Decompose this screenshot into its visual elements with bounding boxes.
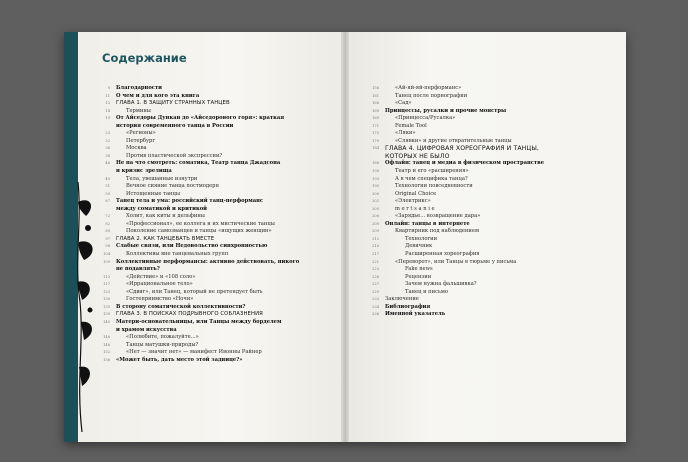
toc-page-number: 46 xyxy=(105,161,110,166)
toc-entry xyxy=(90,123,338,131)
toc-entry xyxy=(90,281,338,289)
toc-page-number: 130 xyxy=(103,297,110,302)
toc-entry-text: Танец тела и ума: российский танц-перформанс xyxy=(116,198,264,205)
toc-entry xyxy=(359,213,607,221)
toc-page-number: 206 xyxy=(372,214,379,219)
toc-entry-text: ГЛАВА 2. КАК ТАНЦЕВАТЬ ВМЕСТЕ xyxy=(116,235,215,242)
toc-entry xyxy=(359,138,607,146)
toc-entry-text: Офлайн: танец и медиа в физическом пространстве xyxy=(385,160,545,167)
toc-entry-text: и кризис зрелища xyxy=(116,168,172,175)
toc-entry-text: Москва xyxy=(126,145,147,152)
toc-entry xyxy=(359,123,607,131)
toc-page-number: 234 xyxy=(372,304,379,309)
toc-entry xyxy=(90,228,338,236)
toc-page-number: 227 xyxy=(372,282,379,287)
toc-page-number: 166 xyxy=(372,101,379,106)
toc-page-number: 216 xyxy=(372,244,379,249)
toc-entry xyxy=(359,206,607,214)
toc-entry-text: Рецензии xyxy=(405,273,432,280)
toc-page-number: 195 xyxy=(372,184,379,189)
toc-page-number: 36 xyxy=(105,146,110,151)
toc-entry-text: между соматикой и критикой xyxy=(116,205,208,212)
toc-page-number: 32 xyxy=(105,138,110,143)
toc-entry-text: Гостеприимство «Ночи» xyxy=(126,296,194,303)
toc-entry xyxy=(90,138,338,146)
toc-entry xyxy=(359,85,607,93)
toc-entry xyxy=(90,176,338,184)
toc-page-number: 135 xyxy=(103,304,110,309)
toc-entry-text: Благодарности xyxy=(116,85,163,91)
toc-entry xyxy=(90,304,338,312)
right-page xyxy=(345,32,626,442)
toc-entry xyxy=(90,145,338,153)
toc-entry-text: «Регионы» xyxy=(126,130,156,137)
toc-entry xyxy=(90,319,338,327)
toc-entry xyxy=(359,108,607,116)
toc-page-number: 59 xyxy=(105,191,110,196)
toc-entry-text: Холит, как киты и дельфины xyxy=(126,213,205,220)
toc-title: Содержание xyxy=(102,51,187,65)
toc-entry xyxy=(90,342,338,350)
toc-page-number: 140 xyxy=(103,319,110,324)
toc-page-number: 202 xyxy=(372,199,379,204)
toc-entry-text: Коллективы вне танцевальных групп xyxy=(126,251,229,258)
toc-page-number: 9 xyxy=(107,86,110,90)
toc-entry xyxy=(90,183,338,191)
toc-entry-text: «Полюбите, пожалуйте...» xyxy=(126,334,199,341)
toc-entry-text: Девичник xyxy=(405,243,433,250)
toc-page-number: 117 xyxy=(103,282,110,287)
toc-page-number: 223 xyxy=(372,267,379,272)
toc-entry xyxy=(90,243,338,251)
toc-page-number: 179 xyxy=(372,138,379,143)
toc-entry-text: и храмом искусства xyxy=(116,326,177,333)
toc-list-left xyxy=(90,85,338,364)
toc-entry xyxy=(90,357,338,365)
toc-entry-text: «Действие» и «108 соло» xyxy=(126,273,196,280)
toc-page-number: 148 xyxy=(103,342,110,347)
toc-entry-text: Истощенные танцы xyxy=(126,190,180,197)
toc-entry-text: Вечное сияние танца постмодерн xyxy=(126,183,219,190)
toc-list-right xyxy=(359,85,607,319)
toc-entry xyxy=(90,213,338,221)
toc-entry xyxy=(90,334,338,342)
toc-entry xyxy=(359,130,607,138)
toc-entry xyxy=(90,251,338,259)
toc-entry xyxy=(359,251,607,259)
toc-entry-text: «Электрикс» xyxy=(395,198,431,205)
toc-page-number: 72 xyxy=(105,214,110,219)
toc-entry xyxy=(90,289,338,297)
toc-entry xyxy=(359,296,607,304)
toc-entry-text: ГЛАВА 3. В ПОИСКАХ ПОДРЫВНОГО СОБЛАЗНЕНИЯ xyxy=(116,311,263,318)
toc-entry-text: Квартирник под наблюдением xyxy=(395,228,479,235)
toc-entry xyxy=(359,289,607,297)
toc-entry-text: Расширенная хореография xyxy=(405,251,480,258)
toc-entry xyxy=(90,296,338,304)
toc-page-number: 104 xyxy=(103,252,110,257)
toc-entry xyxy=(90,153,338,161)
toc-entry-text: «Принцесса/Русалка» xyxy=(395,115,456,122)
toc-page-number: 89 xyxy=(105,229,110,234)
toc-page-number: 139 xyxy=(103,312,110,317)
toc-page-number: 193 xyxy=(372,176,379,181)
toc-page-number: 200 xyxy=(372,191,379,196)
toc-page-number: 98 xyxy=(105,244,110,249)
toc-entry xyxy=(90,85,338,93)
toc-entry-text: КОТОРЫХ НЕ БЫЛО xyxy=(385,152,450,160)
toc-entry-text: Original Choice xyxy=(395,190,437,197)
toc-entry-text: Слабые связи, или Недовольство синхронностью xyxy=(116,243,268,250)
toc-page-number: 184 xyxy=(372,146,379,151)
toc-page-number: 156 xyxy=(372,86,379,90)
toc-page-number: 23 xyxy=(105,131,110,136)
toc-entry xyxy=(90,311,338,319)
toc-entry-text: Female Tool xyxy=(395,122,427,129)
left-page xyxy=(64,32,345,442)
toc-entry xyxy=(359,168,607,176)
toc-page-number: 175 xyxy=(372,131,379,136)
toc-entry-text: Коллективные перформансы: активно действовать, никого xyxy=(116,258,300,265)
toc-entry xyxy=(359,100,607,108)
toc-page-number: 217 xyxy=(372,252,379,257)
toc-page-number: 152 xyxy=(103,350,110,355)
toc-entry xyxy=(90,130,338,138)
toc-page-number: 212 xyxy=(372,236,379,241)
toc-page-number: 51 xyxy=(105,184,110,189)
toc-page-number: 14 xyxy=(105,108,110,113)
toc-entry xyxy=(90,160,338,168)
toc-entry xyxy=(90,168,338,176)
toc-page-number: 236 xyxy=(372,312,379,317)
toc-entry xyxy=(359,183,607,191)
book-gutter xyxy=(341,32,349,442)
toc-entry-text: «Переворот», или Танцы в тюрьме у письма xyxy=(395,258,517,265)
toc-page-number: 233 xyxy=(372,297,379,302)
toc-page-number: 205 xyxy=(372,206,379,211)
toc-entry-text: Танцы матушки-природы? xyxy=(126,341,199,348)
toc-entry-text: Fake news xyxy=(405,266,433,273)
toc-entry xyxy=(359,281,607,289)
toc-page-number: 97 xyxy=(105,236,110,241)
toc-entry xyxy=(90,115,338,123)
toc-entry-text: «Иррациональное тело» xyxy=(126,281,193,288)
toc-entry xyxy=(90,327,338,335)
toc-entry-text: «Сад» xyxy=(395,100,412,107)
toc-page-number: 11 xyxy=(105,93,110,98)
toc-page-number: 49 xyxy=(105,176,110,181)
toc-entry xyxy=(359,176,607,184)
toc-entry xyxy=(359,311,607,319)
toc-page-number: 156 xyxy=(103,357,110,362)
toc-entry-text: история современного танца в России xyxy=(116,122,234,129)
toc-entry-text: Театр и его «расширения» xyxy=(395,168,469,175)
toc-entry-text: От Айседоры Дункан до «Айседорового горя»: краткая xyxy=(116,115,285,122)
toc-page-number: 113 xyxy=(103,274,110,279)
toc-entry xyxy=(359,115,607,123)
toc-entry-text: Технологии xyxy=(405,235,438,242)
toc-page-number: 221 xyxy=(372,259,379,264)
toc-entry-text: «Может быть, дать место этой заднице?» xyxy=(116,356,243,363)
toc-page-number: 109 xyxy=(103,259,110,264)
toc-entry xyxy=(90,100,338,108)
open-book xyxy=(64,32,626,442)
toc-page-number: 38 xyxy=(105,153,110,158)
toc-entry-text: «Нет — значит нет» — манифест Ивонны Райнер xyxy=(126,349,262,356)
toc-page-number: 209 xyxy=(372,221,379,226)
toc-entry xyxy=(359,228,607,236)
toc-page-number: 169 xyxy=(372,116,379,121)
toc-entry-text: Матери-основательницы, или Танцы между борделем xyxy=(116,318,282,325)
toc-entry xyxy=(359,243,607,251)
toc-entry xyxy=(90,266,338,274)
toc-entry xyxy=(90,93,338,101)
toc-page-number: 161 xyxy=(372,93,379,98)
toc-entry xyxy=(90,221,338,229)
toc-entry-text: Тела, увешанные изнутри xyxy=(126,175,198,182)
toc-page-number: 19 xyxy=(105,116,110,121)
toc-entry-text: «Слявки» и другие отвратительные танцы xyxy=(395,137,512,144)
toc-page-number: 67 xyxy=(105,199,110,204)
toc-entry-text: Против пластической экспрессии? xyxy=(126,152,223,159)
toc-entry xyxy=(359,160,607,168)
toc-entry xyxy=(359,266,607,274)
toc-entry xyxy=(90,349,338,357)
toc-page-number: 82 xyxy=(105,221,110,226)
toc-entry-text: ГЛАВА 1. В ЗАЩИТУ СТРАННЫХ ТАНЦЕВ xyxy=(116,100,230,107)
toc-entry-text: «Ай-яй-яй-перформанс» xyxy=(395,85,462,91)
toc-entry xyxy=(359,236,607,244)
toc-entry xyxy=(359,198,607,206)
toc-entry-text: «Зарядье... возвращение дара» xyxy=(395,213,481,220)
toc-entry-text: Танец и письмо xyxy=(405,288,448,295)
toc-entry-text: Принцессы, русалки и прочие монстры xyxy=(385,107,507,114)
toc-page-number: 123 xyxy=(103,289,110,294)
toc-entry-text: «Сдвиг», или Танец, который не претендует быть xyxy=(126,288,263,295)
toc-entry xyxy=(90,198,338,206)
toc-entry xyxy=(90,274,338,282)
toc-page-number: 209 xyxy=(372,229,379,234)
toc-entry-text: А в чем специфика танца? xyxy=(395,175,468,182)
toc-entry-text: «Ляки» xyxy=(395,130,416,137)
toc-entry-text: Зачем нужна фальшивка? xyxy=(405,281,477,288)
toc-entry xyxy=(90,259,338,267)
toc-entry-text: В сторону соматической коллективности? xyxy=(116,303,246,310)
toc-page-number: 229 xyxy=(372,289,379,294)
toc-entry-text: Танец после порнографии xyxy=(395,92,468,99)
toc-entry-text: О чем и для кого эта книга xyxy=(116,92,200,99)
toc-entry-text: Библиография xyxy=(385,303,431,310)
toc-entry-text: Поколение самозванцев и танцы «ищущих женщин» xyxy=(126,228,272,235)
toc-entry xyxy=(359,274,607,282)
toc-entry-text: Термины xyxy=(126,107,151,114)
toc-entry xyxy=(359,93,607,101)
toc-entry xyxy=(359,259,607,267)
toc-entry-text: Технологии повседневности xyxy=(395,183,473,190)
toc-entry-text: Именной указатель xyxy=(385,311,446,318)
toc-entry-text: «Профессионал», ее коллега и их мистические танцы xyxy=(126,220,275,227)
toc-entry-text: не подавлять? xyxy=(116,266,160,273)
toc-page-number: 226 xyxy=(372,274,379,279)
toc-entry-text: m e r t s a n i e xyxy=(395,205,435,212)
toc-entry xyxy=(359,191,607,199)
toc-page-number: 169 xyxy=(372,108,379,113)
toc-entry-text: Не на что смотреть: соматика, Театр танца Джадсона xyxy=(116,160,281,167)
toc-entry-text: ГЛАВА 4. ЦИФРОВАЯ ХОРЕОГРАФИЯ И ТАНЦЫ, xyxy=(385,145,539,153)
toc-page-number: 146 xyxy=(103,335,110,340)
toc-entry-text: Заключение xyxy=(385,296,419,303)
toc-page-number: 171 xyxy=(372,123,379,128)
toc-entry xyxy=(359,145,607,153)
toc-page-number: 188 xyxy=(372,161,379,166)
toc-entry-text: Петербург xyxy=(126,137,156,144)
toc-page-number: 13 xyxy=(105,101,110,106)
toc-page-number: 190 xyxy=(372,169,379,174)
toc-entry-text: Онлайн: танцы в интернете xyxy=(385,220,470,227)
